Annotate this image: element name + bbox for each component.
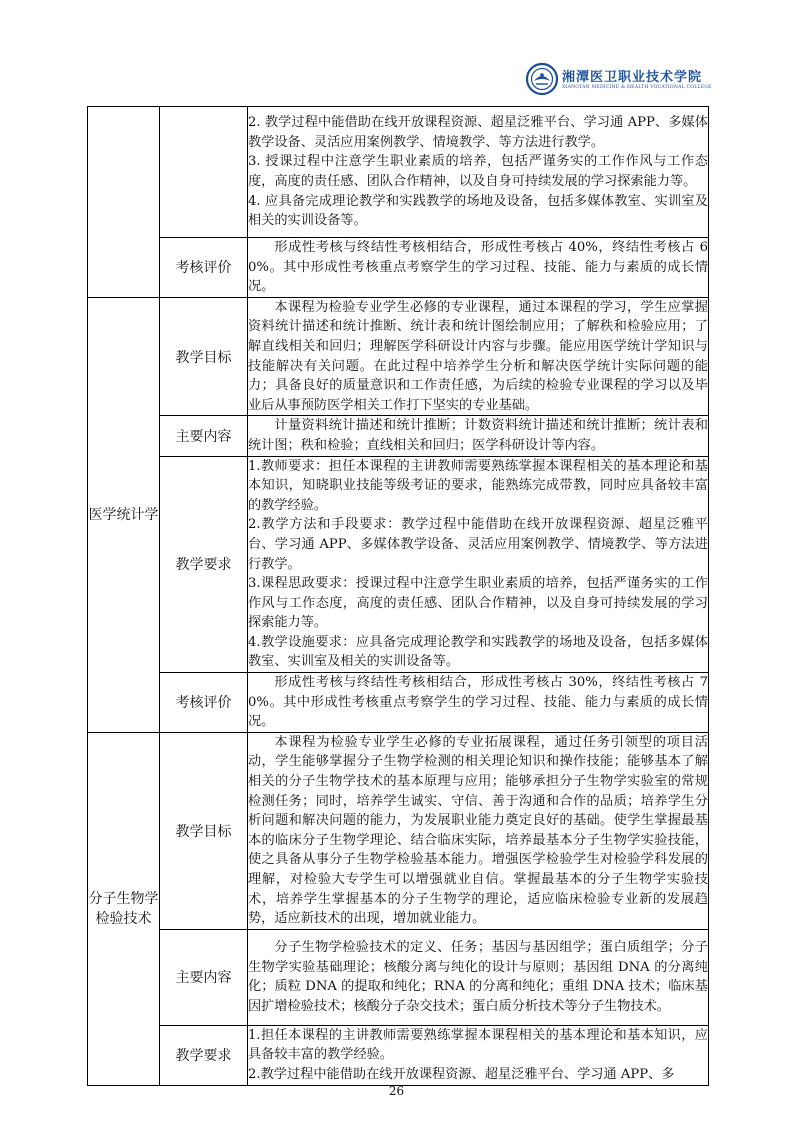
requirements-cell [248,107,709,238]
requirement-item: 1.担任本课程的主讲教师需要熟练掌握本课程相关的基本理论和基本知识，应具备较丰富的教学经验。 [248,1027,708,1063]
row-label-requirements: 教学要求 [160,1025,248,1085]
content-text: 分子生物学检验技术的定义、任务；基因与基因组学；蛋白质组学；分子生物学实验基础理论；核酸分离与纯化的设计与原则；基因组 DNA 的分离纯化；质粒 DNA 的提取和纯化；RNA 的分离和纯化；重组 DNA 技术；临床基因扩增检验技术；核酸分子杂交技术；蛋白质分析技术等分子生物技术。 [248,929,709,1025]
table-row [88,416,709,456]
row-label-assessment: 考核评价 [160,673,248,733]
row-label-goal: 教学目标 [160,732,248,929]
label-cell-empty [160,107,248,238]
course-name-molbio: 分子生物学检验技术 [88,732,160,1085]
page-number: 26 [388,1084,405,1098]
table-row [88,456,709,673]
table-row [88,673,709,733]
course-name-cell-empty [88,107,160,298]
table-row [88,929,709,1025]
table-row [88,732,709,929]
goal-text: 本课程为检验专业学生必修的专业课程，通过本课程的学习，学生应掌握资料统计描述和统计推断、统计表和统计图绘制应用；了解秩和检验应用；了解直线相关和回归；理解医学科研设计内容与步骤。能应用医学统计学知识与技能解决有关问题。在此过程中培养学生分析和解决医学统计实际问题的能力；具备良好的质量意识和工作责任感，为后续的检验专业课程的学习以及毕业后从事预防医学相关工作打下坚实的专业基础。 [248,297,709,416]
requirement-item: 2.教学过程中能借助在线开放课程资源、超星泛雅平台、学习通 APP、多 [248,1066,675,1082]
requirement-item: 4.教学设施要求：应具备完成理论教学和实践教学的场地及设备，包括多媒体教室、实训室及相关的实训设备等。 [248,634,708,670]
table-row [88,297,709,416]
table-row [88,238,709,298]
row-label-content: 主要内容 [160,416,248,456]
table-row [88,1025,709,1085]
row-label-requirements: 教学要求 [160,456,248,673]
requirement-item: 2.教学方法和手段要求：教学过程中能借助在线开放课程资源、超星泛雅平台、学习通 APP、多媒体教学设备、灵活应用案例教学、情境教学、等方法进行教学。 [248,517,708,572]
row-label-assessment: 考核评价 [160,238,248,298]
school-name-cn: 湘潭医卫职业技术学院 [562,70,703,85]
requirement-item: 2. 教学过程中能借助在线开放课程资源、超星泛雅平台、学习通 APP、多媒体教学设备、灵活应用案例教学、情境教学、等方法进行教学。 [248,115,708,150]
requirement-item: 3. 授课过程中注意学生职业素质的培养，包括严谨务实的工作作风与工作态度，高度的责任感、团队合作精神，以及自身可持续发展的学习探索能力等。 [248,154,708,189]
goal-text: 本课程为检验专业学生必修的专业拓展课程，通过任务引领型的项目活动，学生能够掌握分子生物学检测的相关理论知识和操作技能；能够基本了解相关的分子生物学技术的基本原理与应用；能够承担分子生物学实验室的常规检测任务；同时，培养学生诚实、守信、善于沟通和合作的品质；培养学生分析问题和解决问题的能力，为发展职业能力奠定良好的基础。使学生掌握最基本的临床分子生物学理论、结合临床实际，培养最基本分子生物学实验技能，使之具备从事分子生物学检验基本能力。增强医学检验学生对检验学科发展的理解，对检验大专学生可以增强就业自信。掌握最基本的分子生物学实验技术，培养学生掌握基本的分子生物学的理论，适应临床检验专业新的发展趋势，适应新技术的出现，增加就业能力。 [248,732,709,929]
requirements-cell [248,456,709,673]
requirement-item: 3.课程思政要求：授课过程中注意学生职业素质的培养，包括严谨务实的工作作风与工作态度，高度的责任感、团队合作精神，以及自身可持续发展的学习探索能力等。 [248,576,708,631]
requirements-cell [248,1025,709,1085]
content-text: 计量资料统计描述和统计推断；计数资料统计描述和统计推断；统计表和统计图；秩和检验；直线相关和回归；医学科研设计等内容。 [248,416,709,456]
requirement-item: 4. 应具备完成理论教学和实践教学的场地及设备，包括多媒体教室、实训室及相关的实训设备等。 [248,193,708,229]
requirement-item: 1.教师要求：担任本课程的主讲教师需要熟练掌握本课程相关的基本理论和基本知识，知晓职业技能等级考证的要求，能熟练完成带教，同时应具备较丰富的教学经验。 [248,458,708,513]
course-name-stats: 医学统计学 [88,297,160,732]
row-label-goal: 教学目标 [160,297,248,416]
school-name-en: XIANGTAN MEDICINE & HEALTH VOCATIONAL COLLEGE [562,85,712,90]
table-row [88,107,709,238]
assessment-text: 形成性考核与终结性考核相结合，形成性考核占 30%，终结性考核占 70%。其中形成性考核重点考察学生的学习过程、技能、能力与素质的成长情况。 [248,673,709,733]
course-table [87,106,709,1086]
row-label-content: 主要内容 [160,929,248,1025]
assessment-text: 形成性考核与终结性考核相结合，形成性考核占 40%，终结性考核占 60%。其中形成性考核重点考察学生的学习过程、技能、能力与素质的成长情况。 [248,238,709,298]
